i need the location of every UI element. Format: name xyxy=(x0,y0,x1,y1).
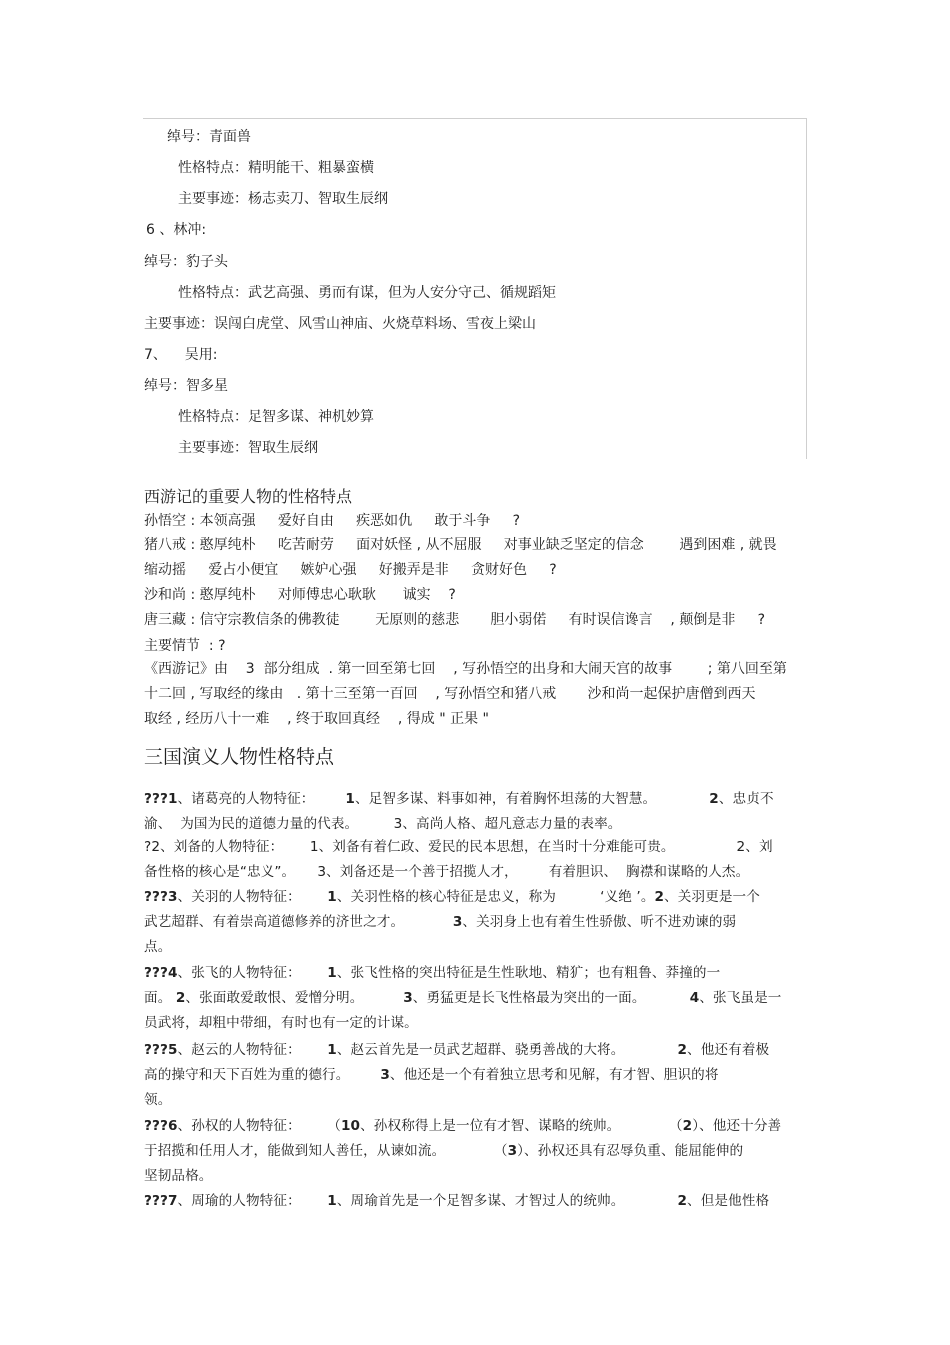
bold-number: 1 xyxy=(327,1193,337,1209)
xiyou-line: 孙悟空 : 本领高强 爱好自由 疾恶如仇 敢于斗争 ? xyxy=(144,513,521,529)
bold-number: 1 xyxy=(327,1042,337,1058)
line-text: 、关羽性格的核心特征是忠义，称为 ‘义绝 ’。 xyxy=(336,889,655,905)
bold-number: 3 xyxy=(452,914,463,930)
xiyou-line: 沙和尚 : 憨厚纯朴 对师傅忠心耿耿 诚实 ? xyxy=(144,587,456,603)
sanguo-title: 三国演义人物性格特点 xyxy=(144,746,335,768)
wuyong-traits: 性格特点：足智多谋、神机妙算 xyxy=(178,409,374,425)
linchong-traits: 性格特点：武艺高强、勇而有谋，但为人安分守己、循规蹈矩 xyxy=(178,285,556,301)
sanguo-p7-line xyxy=(144,1190,769,1212)
bold-number: 1 xyxy=(327,889,337,905)
line-text: 、张飞虽是一 xyxy=(699,990,782,1006)
sanguo-p1-line xyxy=(144,813,621,835)
bold-number: 1 xyxy=(345,791,355,807)
line-text: 、勇猛更是长飞性格最为突出的一面。 xyxy=(412,990,690,1006)
xiyou-plot-text: 取经 , 经历八十一难 , 终于取回真经 , 得成 " 正果 " xyxy=(144,711,489,727)
line-text: 、足智多谋、料事如神，有着胸怀坦荡的大智慧。 xyxy=(354,791,710,807)
bold-number: 2 xyxy=(654,889,665,905)
line-text: 、他还有着极 xyxy=(687,1042,770,1058)
line-text: 、关羽的人物特征： xyxy=(177,889,328,905)
linchong-deeds: 主要事迹：误闯白虎堂、风雪山神庙、火烧草料场、雪夜上梁山 xyxy=(144,316,536,332)
sanguo-p3-line xyxy=(144,911,736,933)
linchong-nickname: 绰号：豹子头 xyxy=(144,254,228,270)
sanguo-p1-line xyxy=(144,788,774,810)
sanguo-p4-line xyxy=(144,1012,418,1034)
xiyou-plot-text: 十二回 , 写取经的缘由 . 第十三至第一百回 , 写孙悟空和猪八戒 沙和尚一起保护唐僧到西天 xyxy=(144,686,756,702)
sanguo-p4-line xyxy=(144,987,782,1009)
bold-number: ???6 xyxy=(144,1118,178,1134)
xiyou-title: 西游记的重要人物的性格特点 xyxy=(144,487,353,506)
line-text: 、孙权的人物特征： （ xyxy=(177,1118,341,1134)
bold-number: ???5 xyxy=(144,1042,178,1058)
line-text: ）、他还十分善 xyxy=(692,1118,782,1134)
bold-number: 3 xyxy=(403,990,413,1006)
sanguo-p2-line xyxy=(144,861,749,883)
xiyou-plot-text: 《西游记》由 3 部分组成 . 第一回至第七回 , 写孙悟空的出身和大闹天宫的故事 ; 第八回至第 xyxy=(144,661,787,677)
bold-number: 2 xyxy=(677,1193,688,1209)
bold-number: 3 xyxy=(380,1067,390,1083)
line-text: ?2、刘备的人物特征： 1、刘备有着仁政、爱民的民本思想，在当时十分难能可贵。 2、刘 xyxy=(144,839,773,855)
line-text: 坚韧品格。 xyxy=(144,1168,213,1184)
line-text: 、但是他性格 xyxy=(687,1193,770,1209)
line-text: 、张飞性格的突出特征是生性耿地、精犷；也有粗鲁、莽撞的一 xyxy=(336,965,721,981)
bold-number: 4 xyxy=(689,990,700,1006)
line-text: 、周瑜的人物特征： xyxy=(177,1193,328,1209)
line-text: 面。 xyxy=(144,990,176,1006)
bold-number: 2 xyxy=(677,1042,688,1058)
bold-number: 2 xyxy=(682,1118,693,1134)
line-text: 、诸葛亮的人物特征： xyxy=(177,791,346,807)
sanguo-p4-line xyxy=(144,962,720,984)
wuyong-nickname: 绰号：智多星 xyxy=(144,378,228,394)
bold-number: 2 xyxy=(709,791,719,807)
xiyou-plot-label: 主要情节 : ? xyxy=(144,638,226,654)
sanguo-p3-line xyxy=(144,886,760,908)
bold-number: ???3 xyxy=(144,889,178,905)
line-text: 渝、 为国为民的道德力量的代表。 3、高尚人格、超凡意志力量的表率。 xyxy=(144,816,622,832)
line-text: 备性格的核心是“忠义”。 3、刘备还是一个善于招揽人才， 有着胆识、 胸襟和谋略的人杰。 xyxy=(144,864,750,880)
sanguo-p2-line xyxy=(144,836,773,858)
line-text: 、张面敢爱敢恨、爱憎分明。 xyxy=(185,990,404,1006)
bold-number: ???1 xyxy=(144,791,178,807)
sanguo-p3-line xyxy=(144,936,171,958)
line-text: 、忠贞不 xyxy=(718,791,774,807)
bold-number: 2 xyxy=(175,990,186,1006)
xiyou-line: 唐三藏 : 信守宗教信条的佛教徒 无原则的慈悲 胆小弱偌 有时误信谗言 , 颠倒是非 ? xyxy=(144,612,766,628)
sanguo-p6-line xyxy=(144,1115,781,1137)
bold-number: 3 xyxy=(507,1143,518,1159)
wuyong-heading: 7、 吴用: xyxy=(144,347,218,363)
yangzhi-nickname: 绰号：青面兽 xyxy=(167,129,251,145)
wuyong-deeds: 主要事迹：智取生辰纲 xyxy=(178,440,318,456)
sanguo-p5-line xyxy=(144,1039,769,1061)
line-text: 于招揽和任用人才，能做到知人善任，从谏如流。 （ xyxy=(144,1143,508,1159)
bold-number: 1 xyxy=(327,965,337,981)
line-text: 、关羽更是一个 xyxy=(664,889,760,905)
line-text: 、他还是一个有着独立思考和见解，有才智、胆识的将 xyxy=(389,1067,719,1083)
line-text: 高的操守和天下百姓为重的德行。 xyxy=(144,1067,381,1083)
line-text: 、张飞的人物特征： xyxy=(177,965,328,981)
line-text: 、关羽身上也有着生性骄傲、听不进劝谏的弱 xyxy=(462,914,737,930)
bold-number: ???7 xyxy=(144,1193,178,1209)
linchong-heading: 6 、林冲: xyxy=(146,222,207,238)
sanguo-p6-line xyxy=(144,1165,212,1187)
line-text: 员武将，却粗中带细，有时也有一定的计谋。 xyxy=(144,1015,418,1031)
sanguo-p6-line xyxy=(144,1140,743,1162)
xiyou-line: 缩动摇 爱占小便宜 嫉妒心强 好搬弄是非 贪财好色 ? xyxy=(144,562,557,578)
line-text: 领。 xyxy=(144,1092,172,1108)
line-text: 、赵云的人物特征： xyxy=(177,1042,328,1058)
yangzhi-deeds: 主要事迹：杨志卖刀、智取生辰纲 xyxy=(178,191,388,207)
line-text: 武艺超群、有着崇高道德修养的济世之才。 xyxy=(144,914,453,930)
xiyou-line: 猪八戒 : 憨厚纯朴 吃苦耐劳 面对妖怪 , 从不屈服 对事业缺乏坚定的信念 遇到困难 , 就畏 xyxy=(144,537,777,553)
yangzhi-traits: 性格特点：精明能干、粗暴蛮横 xyxy=(178,160,374,176)
line-text: 、周瑜首先是一个足智多谋、才智过人的统帅。 xyxy=(336,1193,678,1209)
line-text: ）、孙权还具有忍辱负重、能屈能伸的 xyxy=(517,1143,744,1159)
line-text: 、赵云首先是一员武艺超群、骁勇善战的大将。 xyxy=(336,1042,678,1058)
sanguo-p5-line xyxy=(144,1064,719,1086)
bold-number: ???4 xyxy=(144,965,178,981)
line-text: 点。 xyxy=(144,939,172,955)
sanguo-p5-line xyxy=(144,1089,171,1111)
line-text: 、孙权称得上是一位有才智、谋略的统帅。 （ xyxy=(360,1118,683,1134)
bold-number: 10 xyxy=(340,1118,361,1134)
